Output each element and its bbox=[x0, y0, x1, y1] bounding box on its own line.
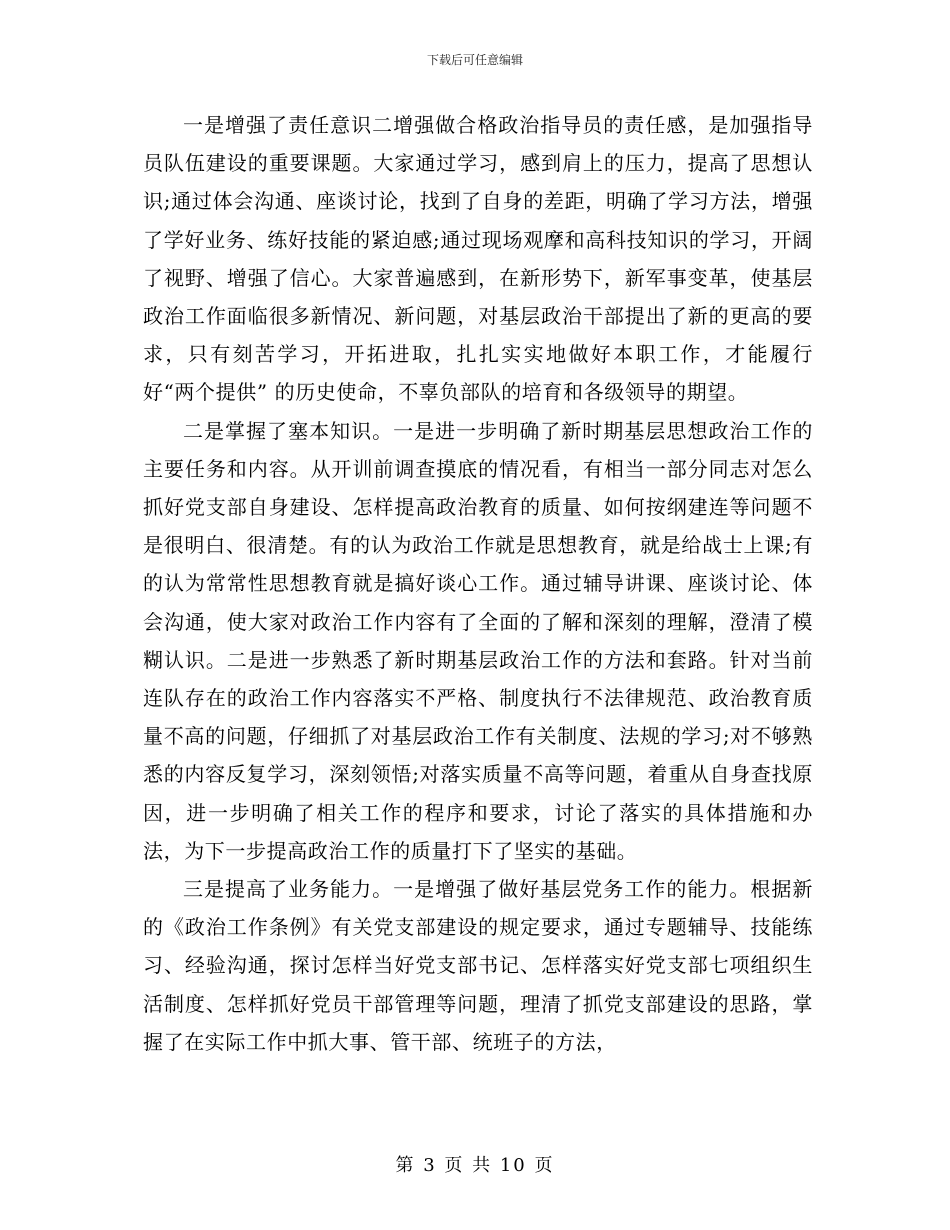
document-body bbox=[143, 106, 813, 1061]
header-note: 下载后可任意编辑 bbox=[426, 53, 523, 67]
page-number: 第 3 页 共 10 页 bbox=[395, 1155, 555, 1176]
paragraph-3: 三是提高了业务能力。一是增强了做好基层党务工作的能力。根据新的《政治工作条例》有关党支部建设的规定要求，通过专题辅导、技能练习、经验沟通，探讨怎样当好党支部书记、怎样落实好党支部七项组织生活制度、怎样抓好党员干部管理等问题，理清了抓党支部建设的思路，掌握了在实际工作中抓大事、管干部、统班子的方法， bbox=[143, 877, 813, 1054]
paragraph-2: 二是掌握了塞本知识。一是进一步明确了新时期基层思想政治工作的主要任务和内容。从开训前调查摸底的情况看，有相当一部分同志对怎么抓好党支部自身建设、怎样提高政治教育的质量、如何按纲建连等问题不是很明白、很清楚。有的认为政治工作就是思想教育，就是给战士上课;有的认为常常性思想教育就是搞好谈心工作。通过辅导讲课、座谈讨论、体会沟通，使大家对政治工作内容有了全面的了解和深刻的理解，澄清了模糊认识。二是进一步熟悉了新时期基层政治工作的方法和套路。针对当前连队存在的政治工作内容落实不严格、制度执行不法律规范、政治教育质量不高的问题，仔细抓了对基层政治工作有关制度、法规的学习;对不够熟悉的内容反复学习，深刻领悟;对落实质量不高等问题，着重从自身查找原因，进一步明确了相关工作的程序和要求，讨论了落实的具体措施和办法，为下一步提高政治工作的质量打下了坚实的基础。 bbox=[143, 418, 813, 863]
paragraph-1: 一是增强了责任意识二增强做合格政治指导员的责任感，是加强指导员队伍建设的重要课题。大家通过学习，感到肩上的压力，提高了思想认识;通过体会沟通、座谈讨论，找到了自身的差距，明确了学习方法，增强了学好业务、练好技能的紧迫感;通过现场观摩和高科技知识的学习，开阔了视野、增强了信心。大家普遍感到，在新形势下，新军事变革，使基层政治工作面临很多新情况、新问题，对基层政治干部提出了新的更高的要求，只有刻苦学习，开拓进取，扎扎实实地做好本职工作，才能履行好“两个提供” 的历史使命，不辜负部队的培育和各级领导的期望。 bbox=[143, 113, 813, 405]
